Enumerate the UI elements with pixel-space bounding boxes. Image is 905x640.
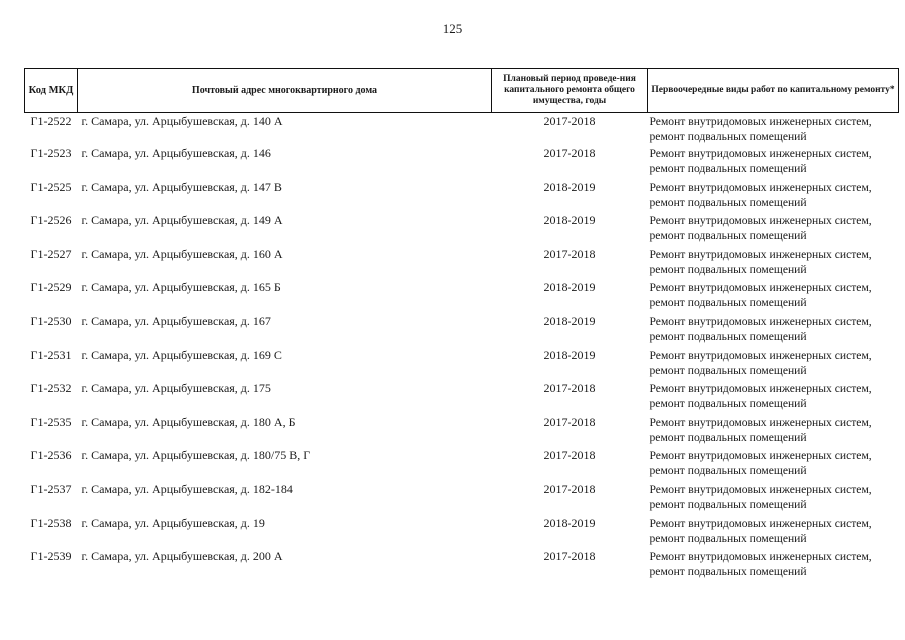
cell-works-line1: Ремонт внутридомовых инженерных систем, bbox=[649, 516, 872, 530]
cell-period: 2017-2018 bbox=[543, 114, 596, 128]
cell-code: Г1-2522 bbox=[30, 114, 72, 128]
table-row bbox=[25, 213, 899, 247]
cell-works-line1: Ремонт внутридомовых инженерных систем, bbox=[649, 180, 872, 194]
cell-period: 2017-2018 bbox=[543, 146, 596, 161]
cell-period: 2018-2019 bbox=[543, 515, 596, 530]
cell-code: Г1-2538 bbox=[30, 515, 72, 530]
cell-address: г. Самара, ул. Арцыбушевская, д. 165 Б bbox=[81, 280, 281, 295]
table-row bbox=[25, 180, 899, 214]
cell-works-line2: ремонт подвальных помещений bbox=[649, 296, 807, 310]
table-row bbox=[25, 482, 899, 516]
cell-address: г. Самара, ул. Арцыбушевская, д. 147 В bbox=[81, 179, 282, 194]
cell-works-line2: ремонт подвальных помещений bbox=[649, 130, 807, 143]
cell-works bbox=[648, 280, 899, 314]
cell-code: Г1-2537 bbox=[30, 482, 72, 497]
cell-period: 2017-2018 bbox=[543, 549, 596, 564]
cell-period: 2018-2019 bbox=[543, 347, 596, 362]
cell-works-line1: Ремонт внутридомовых инженерных систем, bbox=[649, 483, 872, 497]
table-row bbox=[25, 348, 899, 382]
cell-works bbox=[648, 146, 899, 180]
cell-period: 2018-2019 bbox=[543, 179, 596, 194]
cell-works-line1: Ремонт внутридомовых инженерных систем, bbox=[649, 247, 872, 261]
cell-address: г. Самара, ул. Арцыбушевская, д. 149 А bbox=[81, 213, 283, 228]
cell-works bbox=[648, 516, 899, 550]
table-row bbox=[25, 381, 899, 415]
cell-address: г. Самара, ул. Арцыбушевская, д. 169 С bbox=[81, 347, 282, 362]
cell-address: г. Самара, ул. Арцыбушевская, д. 140 А bbox=[81, 114, 283, 128]
cell-period: 2018-2019 bbox=[543, 213, 596, 228]
header-address: Почтовый адрес многоквартирного дома bbox=[78, 69, 492, 113]
cell-period: 2017-2018 bbox=[543, 246, 596, 261]
cell-works bbox=[648, 448, 899, 482]
cell-code: Г1-2536 bbox=[30, 448, 72, 463]
cell-works-line2: ремонт подвальных помещений bbox=[649, 262, 807, 276]
cell-code: Г1-2535 bbox=[30, 414, 72, 429]
cell-code: Г1-2527 bbox=[30, 246, 72, 261]
cell-works-line1: Ремонт внутридомовых инженерных систем, bbox=[649, 550, 872, 564]
cell-address: г. Самара, ул. Арцыбушевская, д. 146 bbox=[81, 146, 271, 161]
table-body bbox=[25, 113, 899, 583]
cell-code: Г1-2531 bbox=[30, 347, 72, 362]
cell-works-line1: Ремонт внутридомовых инженерных систем, bbox=[649, 382, 872, 396]
cell-code: Г1-2530 bbox=[30, 314, 72, 329]
cell-code: Г1-2525 bbox=[30, 179, 72, 194]
cell-works-line2: ремонт подвальных помещений bbox=[649, 498, 807, 512]
cell-code: Г1-2529 bbox=[30, 280, 72, 295]
cell-code: Г1-2526 bbox=[30, 213, 72, 228]
cell-address: г. Самара, ул. Арцыбушевская, д. 200 А bbox=[81, 549, 283, 564]
cell-works-line2: ремонт подвальных помещений bbox=[649, 330, 807, 344]
cell-works bbox=[648, 314, 899, 348]
cell-code: Г1-2539 bbox=[30, 549, 72, 564]
header-code: Код МКД bbox=[25, 69, 78, 113]
cell-works bbox=[648, 348, 899, 382]
header-period: Плановый период проведе-ния капитального ремонта общего имущества, годы bbox=[492, 69, 648, 113]
cell-period: 2017-2018 bbox=[543, 482, 596, 497]
table-row bbox=[25, 549, 899, 583]
cell-address: г. Самара, ул. Арцыбушевская, д. 160 А bbox=[81, 246, 283, 261]
table-row bbox=[25, 247, 899, 281]
cell-works bbox=[648, 381, 899, 415]
capital-repair-table bbox=[24, 68, 899, 583]
cell-works-line2: ремонт подвальных помещений bbox=[649, 229, 807, 243]
cell-works-line1: Ремонт внутридомовых инженерных систем, bbox=[649, 214, 872, 228]
cell-works-line2: ремонт подвальных помещений bbox=[649, 195, 807, 209]
cell-address: г. Самара, ул. Арцыбушевская, д. 175 bbox=[81, 381, 271, 396]
cell-code: Г1-2523 bbox=[30, 146, 72, 161]
cell-works bbox=[648, 180, 899, 214]
cell-works-line1: Ремонт внутридомовых инженерных систем, bbox=[649, 115, 872, 128]
cell-works bbox=[648, 415, 899, 449]
table-row bbox=[25, 415, 899, 449]
cell-address: г. Самара, ул. Арцыбушевская, д. 167 bbox=[81, 314, 271, 329]
cell-works-line1: Ремонт внутридомовых инженерных систем, bbox=[649, 348, 872, 362]
table-row bbox=[25, 448, 899, 482]
table-row bbox=[25, 280, 899, 314]
cell-works-line1: Ремонт внутридомовых инженерных систем, bbox=[649, 281, 872, 295]
table-row bbox=[25, 146, 899, 180]
cell-address: г. Самара, ул. Арцыбушевская, д. 19 bbox=[81, 515, 265, 530]
cell-works-line1: Ремонт внутридомовых инженерных систем, bbox=[649, 449, 872, 463]
cell-address: г. Самара, ул. Арцыбушевская, д. 180 А, Б bbox=[81, 414, 296, 429]
cell-works-line2: ремонт подвальных помещений bbox=[649, 397, 807, 411]
table-row bbox=[25, 516, 899, 550]
cell-works-line2: ремонт подвальных помещений bbox=[649, 565, 807, 579]
cell-works-line1: Ремонт внутридомовых инженерных систем, bbox=[649, 415, 872, 429]
table-row bbox=[25, 314, 899, 348]
cell-address: г. Самара, ул. Арцыбушевская, д. 180/75 В, Г bbox=[81, 448, 311, 463]
cell-period: 2017-2018 bbox=[543, 414, 596, 429]
cell-period: 2017-2018 bbox=[543, 381, 596, 396]
cell-works bbox=[648, 213, 899, 247]
cell-works-line2: ремонт подвальных помещений bbox=[649, 531, 807, 545]
page-number: 125 bbox=[442, 21, 463, 36]
cell-works bbox=[648, 113, 899, 147]
cell-period: 2018-2019 bbox=[543, 280, 596, 295]
cell-works bbox=[648, 549, 899, 583]
cell-works-line2: ремонт подвальных помещений bbox=[649, 363, 807, 377]
table-row bbox=[25, 113, 899, 147]
cell-code: Г1-2532 bbox=[30, 381, 72, 396]
cell-works-line2: ремонт подвальных помещений bbox=[649, 464, 807, 478]
cell-works-line1: Ремонт внутридомовых инженерных систем, bbox=[649, 147, 872, 161]
cell-works bbox=[648, 482, 899, 516]
header-works: Первоочередные виды работ по капитальному ремонту* bbox=[648, 69, 899, 113]
table-header-row bbox=[25, 69, 899, 113]
cell-address: г. Самара, ул. Арцыбушевская, д. 182-184 bbox=[81, 482, 293, 497]
cell-period: 2017-2018 bbox=[543, 448, 596, 463]
cell-works bbox=[648, 247, 899, 281]
cell-works-line2: ремонт подвальных помещений bbox=[649, 430, 807, 444]
cell-works-line2: ремонт подвальных помещений bbox=[649, 162, 807, 176]
cell-works-line1: Ремонт внутридомовых инженерных систем, bbox=[649, 315, 872, 329]
cell-period: 2018-2019 bbox=[543, 314, 596, 329]
